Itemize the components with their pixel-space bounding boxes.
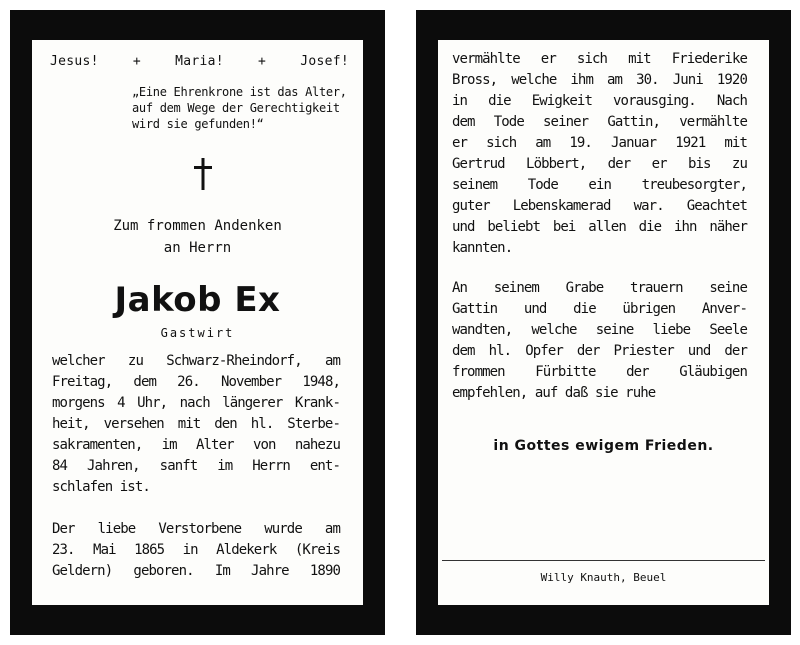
text-line: welcher zu Schwarz-Rheindorf, am — [52, 353, 340, 369]
text-line: in die Ewigkeit vorausging. Nach — [452, 93, 747, 109]
card-back-page — [438, 40, 769, 605]
text-line: kannten. — [452, 240, 513, 256]
text-line: Bross, welche ihm am 30. Juni 1920 — [452, 72, 747, 88]
text-line: 84 Jahren, sanft im Herrn ent- — [52, 458, 340, 474]
text-line: seinem Tode ein treubesorgter, — [452, 177, 747, 193]
invocation-jesus: Jesus! — [50, 54, 99, 69]
text-line: frommen Fürbitte der Gläubigen — [452, 364, 747, 380]
invocation-line — [50, 54, 349, 69]
deceased-name: Jakob Ex — [114, 280, 281, 320]
text-line: sakramenten, im Alter von nahezu — [52, 437, 340, 453]
invocation-josef: Josef! — [300, 54, 349, 69]
text-line: dem hl. Opfer der Priester und der — [452, 343, 747, 359]
text-line: guter Lebenskamerad war. Geachtet — [452, 198, 747, 214]
text-line: schlafen ist. — [52, 479, 150, 495]
text-line: empfehlen, auf daß sie ruhe — [452, 385, 656, 401]
dedication-line-1: Zum frommen Andenken — [113, 218, 282, 234]
cross-icon — [192, 158, 214, 190]
text-line: vermählte er sich mit Friederike — [452, 51, 747, 67]
closing-phrase: in Gottes ewigem Frieden. — [493, 438, 714, 454]
dedication-line-2: an Herrn — [163, 240, 232, 256]
text-line: Freitag, dem 26. November 1948, — [52, 374, 340, 390]
text-line: und beliebt bei allen die ihn näher — [452, 219, 747, 235]
text-line: dem Tode seiner Gattin, vermählte — [452, 114, 747, 130]
biography-continued-paragraph — [452, 49, 747, 259]
biography-paragraph — [52, 519, 340, 582]
invocation-cross-1: + — [132, 54, 141, 69]
text-line: heit, versehen mit den hl. Sterbe- — [52, 416, 340, 432]
obituary-card-back — [416, 10, 791, 635]
text-line: Gertrud Löbbert, der er bis zu — [452, 156, 747, 172]
text-line: 23. Mai 1865 in Aldekerk (Kreis — [52, 542, 340, 558]
card-front-page — [32, 40, 363, 605]
printer-credit: Willy Knauth, Beuel — [540, 571, 667, 584]
mourners-paragraph — [452, 278, 747, 404]
text-line: Gattin und die übrigen Anver- — [452, 301, 747, 317]
text-line: wandten, welche seine liebe Seele — [452, 322, 747, 338]
death-notice-paragraph — [52, 351, 340, 498]
obituary-card-front — [10, 10, 385, 635]
text-line: Der liebe Verstorbene wurde am — [52, 521, 340, 537]
text-line: An seinem Grabe trauern seine — [452, 280, 747, 296]
invocation-maria: Maria! — [175, 54, 224, 69]
text-line: er sich am 19. Januar 1921 mit — [452, 135, 747, 151]
text-line: morgens 4 Uhr, nach längerer Krank- — [52, 395, 340, 411]
deceased-occupation: Gastwirt — [160, 326, 235, 340]
text-line: Geldern) geboren. Im Jahre 1890 — [52, 563, 340, 579]
divider-line — [442, 560, 765, 561]
invocation-cross-2: + — [257, 54, 267, 69]
bible-quote: „Eine Ehrenkrone ist das Alter, auf dem Wege der Gerechtigkeit wird sie gefunden!“ — [132, 85, 347, 131]
